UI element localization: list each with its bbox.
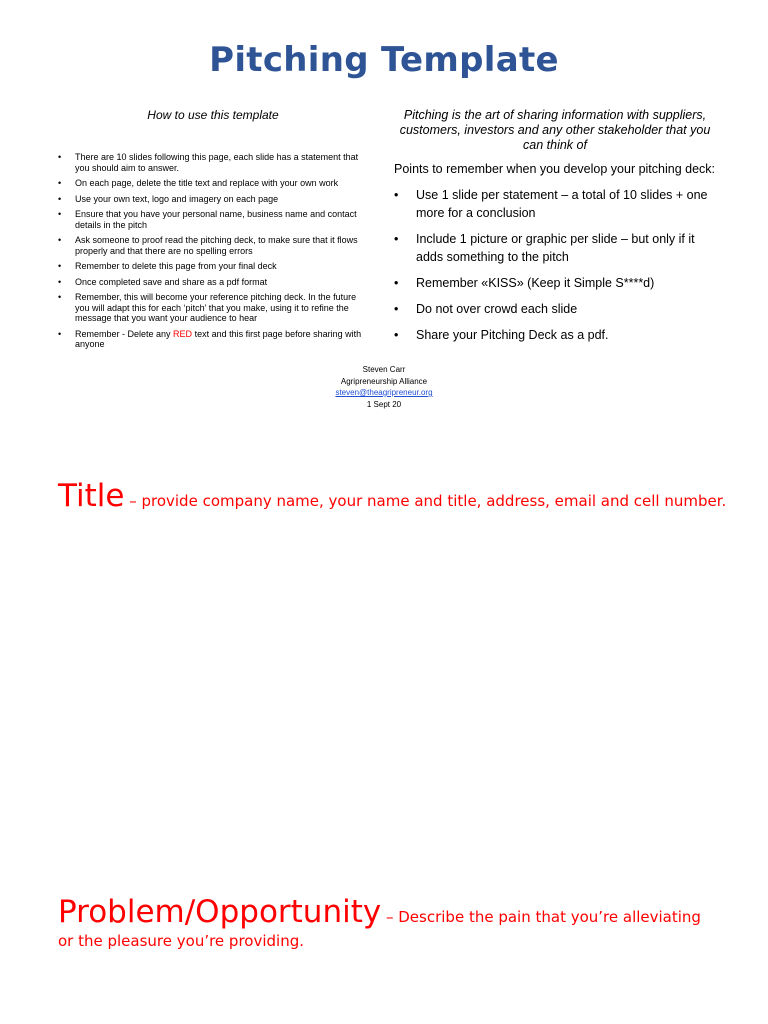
instruction-item: • Remember, this will become your reference pitching deck. In the future you will adapt this for each ‘pitch’ that you make, using it to refine the message that you want your audience to hear: [58, 292, 368, 324]
point-item: • Use 1 slide per statement – a total of 10 slides + one more for a conclusion: [390, 186, 720, 222]
point-item: • Share your Pitching Deck as a pdf.: [390, 326, 720, 344]
point-item: • Remember «KISS» (Keep it Simple S****d): [390, 274, 720, 292]
how-to-use-heading: How to use this template: [147, 108, 279, 122]
author-signature: [0, 364, 768, 410]
page-title: Pitching Template: [209, 40, 559, 80]
instructions-list: [58, 152, 368, 350]
problem-slide-label: Problem/Opportunity: [58, 894, 382, 930]
problem-slide-heading: [58, 894, 718, 953]
instruction-item: • Remember to delete this page from your final deck: [58, 261, 368, 272]
problem-slide-description: – Describe the pain that you’re alleviating or the pleasure you’re providing.: [58, 908, 701, 950]
title-slide-description: – provide company name, your name and title, address, email and cell number.: [124, 492, 727, 510]
document-date: 1 Sept 20: [366, 399, 402, 409]
point-item: • Do not over crowd each slide: [390, 300, 720, 318]
instruction-item: • Once completed save and share as a pdf format: [58, 277, 368, 288]
points-intro: Points to remember when you develop your pitching deck:: [394, 162, 716, 176]
author-organization: Agripreneurship Alliance: [340, 376, 428, 386]
instruction-item-delete-red: [58, 329, 368, 350]
author-email-link[interactable]: steven@theagripreneur.org: [335, 388, 433, 397]
red-word: RED: [173, 328, 193, 339]
instruction-text: Remember - Delete any: [75, 328, 174, 339]
instruction-text: text and this first page before sharing with anyone: [75, 328, 362, 349]
instruction-item: • On each page, delete the title text and replace with your own work: [58, 178, 368, 189]
title-slide-heading: [58, 478, 758, 514]
instruction-item: • Use your own text, logo and imagery on each page: [58, 194, 368, 205]
instruction-item: • There are 10 slides following this page, each slide has a statement that you should aim to answer.: [58, 152, 368, 173]
title-slide-label: Title: [58, 478, 125, 514]
pitching-definition: Pitching is the art of sharing information with suppliers, customers, investors and any other stakeholder that you can think of: [399, 108, 711, 152]
author-name: Steven Carr: [362, 365, 406, 374]
instruction-item: • Ensure that you have your personal name, business name and contact details in the pitch: [58, 209, 368, 230]
instruction-item: • Ask someone to proof read the pitching deck, to make sure that it flows properly and that there are no spelling errors: [58, 235, 368, 256]
how-to-use-section: [58, 108, 368, 355]
points-list: [390, 186, 720, 344]
point-item: • Include 1 picture or graphic per slide – but only if it adds something to the pitch: [390, 230, 720, 266]
pitching-points-section: [390, 108, 720, 352]
